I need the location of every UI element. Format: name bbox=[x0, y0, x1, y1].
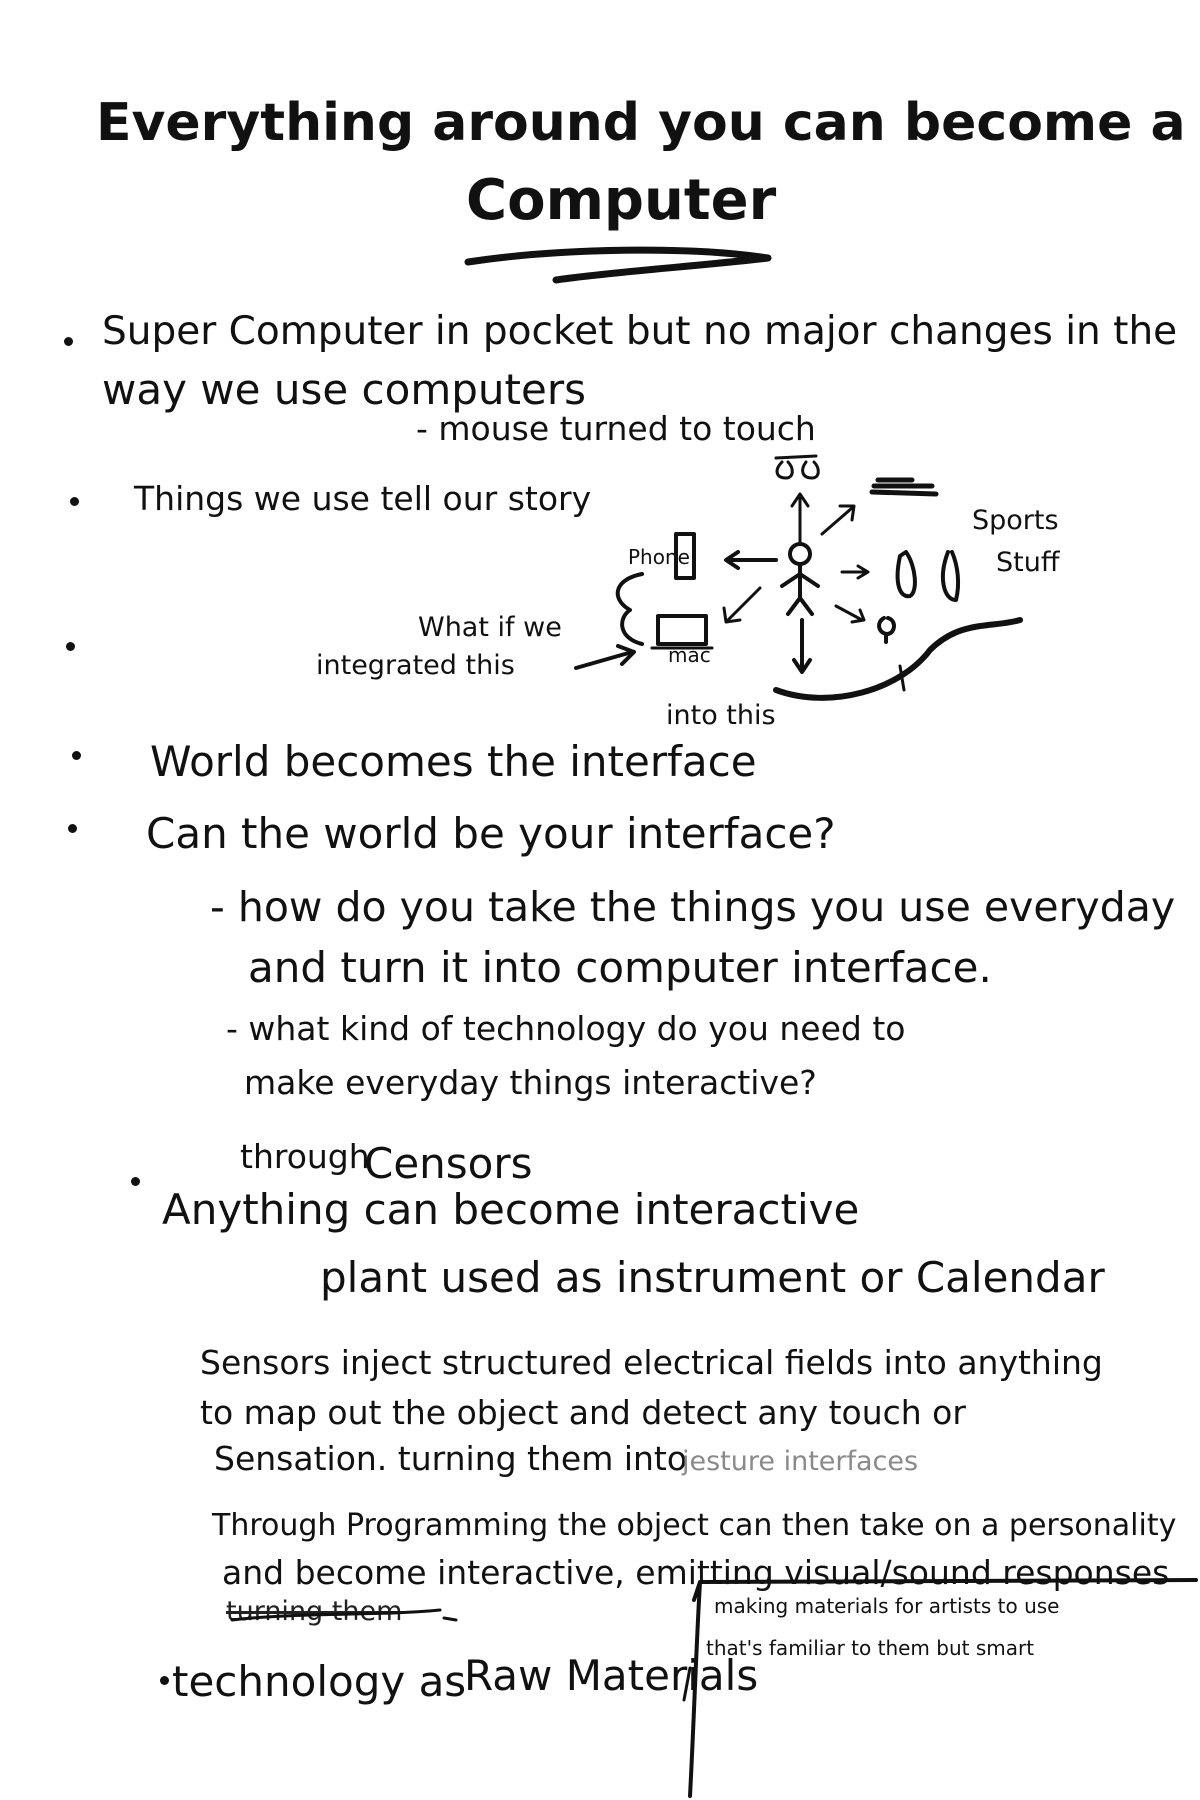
arrow-to-ball bbox=[836, 606, 864, 622]
diagram-sports-label-2: Stuff bbox=[996, 547, 1060, 578]
note-plant: plant used as instrument or Calendar bbox=[320, 1253, 1105, 1302]
diagram-phone-label: Phone bbox=[628, 545, 690, 569]
note-world-interface: World becomes the interface bbox=[150, 737, 757, 786]
note-technology-as: technology as bbox=[172, 1657, 467, 1706]
title-line-1: Everything around you can become a bbox=[96, 93, 1186, 153]
note-box-2: that's familiar to them but smart bbox=[706, 1636, 1035, 1660]
box-border bbox=[690, 1580, 1196, 1796]
arrow-to-phone bbox=[726, 552, 776, 568]
note-can-world: Can the world be your interface? bbox=[146, 809, 836, 858]
note-into-this: into this bbox=[666, 700, 776, 731]
diagram-mac-label: mac bbox=[668, 643, 711, 667]
note-raw-materials: Raw Materials bbox=[464, 1651, 759, 1700]
note-programming-2: and become interactive, emitting visual/sound responses bbox=[222, 1553, 1170, 1592]
note-mouse-touch: - mouse turned to touch bbox=[416, 409, 816, 448]
sports-shoe-2 bbox=[943, 552, 958, 600]
arrow-to-laptop bbox=[724, 588, 760, 622]
arrow-what-if bbox=[576, 646, 634, 668]
note-what-kind-1: - what kind of technology do you need to bbox=[226, 1009, 906, 1048]
note-what-kind-2: make everyday things interactive? bbox=[244, 1063, 817, 1102]
note-how-do-2: and turn it into computer interface. bbox=[248, 943, 992, 992]
note-sensors-2: to map out the object and detect any touch or bbox=[200, 1393, 966, 1432]
title-underline bbox=[468, 250, 768, 280]
note-what-if-1: What if we bbox=[418, 612, 562, 643]
note-how-do-1: - how do you take the things you use everyday bbox=[210, 883, 1176, 931]
note-things-story: Things we use tell our story bbox=[134, 479, 592, 518]
note-programming-1: Through Programming the object can then take on a personality bbox=[212, 1508, 1177, 1543]
stick-figure-head bbox=[790, 544, 810, 564]
note-box-1: making materials for artists to use bbox=[714, 1594, 1060, 1618]
sports-shoe-1 bbox=[898, 552, 915, 596]
ball-sketch bbox=[879, 618, 894, 642]
note-through: through bbox=[240, 1137, 370, 1176]
diagram-sports-label-1: Sports bbox=[972, 505, 1059, 536]
arrow-to-sports bbox=[842, 566, 868, 578]
note-censors: Censors bbox=[364, 1139, 533, 1188]
stick-figure-body bbox=[782, 564, 818, 614]
note-sensors-3: Sensation. turning them into bbox=[214, 1439, 688, 1478]
scribbled-item bbox=[872, 480, 936, 494]
glasses-sketch bbox=[776, 456, 818, 478]
note-pocket-line-1: Super Computer in pocket but no major changes in the bbox=[102, 309, 1178, 354]
strike-turning bbox=[232, 1610, 440, 1620]
arrow-to-glasses bbox=[792, 494, 808, 544]
arrow-down bbox=[794, 620, 810, 672]
note-what-if-2: integrated this bbox=[316, 650, 515, 681]
laptop-sketch bbox=[658, 616, 706, 644]
note-pocket-line-2: way we use computers bbox=[102, 365, 586, 414]
note-turning-struck: turning them bbox=[226, 1596, 403, 1627]
note-anything: Anything can become interactive bbox=[162, 1185, 860, 1234]
note-gesture: jesture interfaces bbox=[682, 1446, 919, 1477]
note-sensors-1: Sensors inject structured electrical fields into anything bbox=[200, 1343, 1103, 1382]
phone-sketch bbox=[676, 534, 694, 578]
title-line-2: Computer bbox=[466, 168, 777, 233]
arrow-up-right bbox=[822, 506, 854, 534]
brace-under bbox=[776, 620, 1020, 698]
brace-left bbox=[618, 574, 642, 644]
